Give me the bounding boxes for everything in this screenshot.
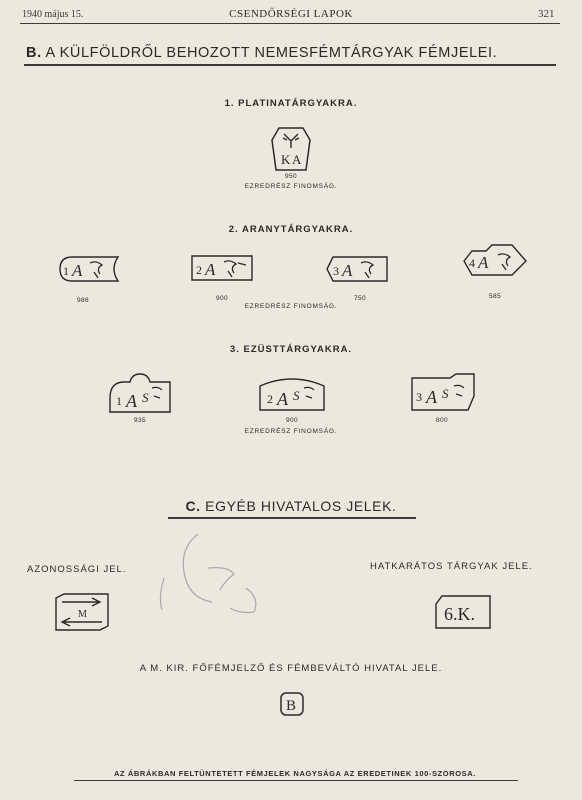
identity-stamp	[54, 592, 110, 632]
footer-note: AZ ÁBRÁKBAN FELTÜNTETETT FÉMJELEK NAGYSÁGA AZ EREDETINEK 100-SZOROSA.	[114, 769, 476, 778]
gold-1-fineness: 986	[77, 297, 90, 304]
silver-3-digit: 3	[416, 390, 422, 404]
office-mark-label: A M. KIR. FŐFÉMJELZŐ ÉS FÉMBEVÁLTÓ HIVATAL JELE.	[139, 663, 443, 674]
section-b-letter: B.	[26, 45, 42, 61]
gold-unit: EZREDRÉSZ FINOMSÁG.	[244, 303, 338, 310]
silver-1-letter: A	[126, 391, 137, 411]
gold-1-letter: A	[72, 261, 83, 280]
gold-hallmark-1	[58, 254, 120, 284]
silver-hallmark-2	[258, 372, 326, 412]
silver-1-digit: 1	[116, 394, 122, 408]
gold-heading: 2. ARANYTÁRGYAKRA.	[228, 224, 354, 235]
gold-2-digit: 2	[196, 263, 202, 277]
gold-4-digit: 4	[469, 256, 475, 270]
silver-3-letter: A	[426, 387, 437, 407]
silver-3-fineness: 800	[436, 417, 449, 424]
gold-hallmark-3	[325, 254, 389, 284]
platinum-hallmark-stamp	[270, 126, 312, 172]
gold-3-digit: 3	[333, 264, 339, 278]
office-stamp-letter: B	[286, 698, 297, 714]
header-date: 1940 május 15.	[22, 9, 84, 20]
silver-2-suffix: S	[293, 388, 300, 403]
silver-2-fineness: 900	[286, 417, 299, 424]
silver-2-digit: 2	[267, 392, 273, 406]
gold-2-fineness: 900	[216, 295, 229, 302]
gold-2-letter: A	[205, 260, 216, 279]
gold-1-digit: 1	[63, 264, 69, 278]
platinum-fineness: 950	[284, 173, 298, 180]
section-c-underline	[168, 517, 416, 519]
silver-unit: EZREDRÉSZ FINOMSÁG.	[244, 428, 338, 435]
silver-heading: 3. EZÜSTTÁRGYAKRA.	[229, 344, 353, 355]
section-b-title	[26, 45, 497, 61]
pencil-scribble	[150, 528, 270, 618]
office-stamp	[279, 691, 305, 717]
platinum-stamp-k: K	[281, 152, 291, 167]
gold-hallmark-4	[462, 243, 528, 279]
header-rule	[20, 23, 560, 24]
section-c-title	[185, 498, 396, 514]
silver-3-suffix: S	[442, 386, 449, 401]
silver-1-fineness: 935	[134, 417, 147, 424]
footer-underline	[74, 780, 518, 781]
section-b-title-text: A KÜLFÖLDRŐL BEHOZOTT NEMESFÉMTÁRGYAK FÉMJELEI.	[45, 45, 498, 61]
inferior-stamp-text: 6.K.	[444, 604, 475, 624]
section-c-title-text: EGYÉB HIVATALOS JELEK.	[205, 498, 397, 514]
gold-3-letter: A	[342, 261, 353, 280]
silver-hallmark-1	[108, 372, 174, 414]
inferior-stamp	[434, 594, 492, 630]
gold-hallmark-2	[190, 253, 254, 283]
platinum-unit: EZREDRÉSZ FINOMSÁG.	[244, 183, 338, 190]
identity-mark-label: AZONOSSÁGI JEL.	[27, 564, 127, 575]
gold-3-fineness: 750	[354, 295, 367, 302]
identity-stamp-letter: M	[78, 609, 87, 620]
platinum-heading: 1. PLATINATÁRGYAKRA.	[224, 98, 358, 109]
gold-4-letter: A	[478, 253, 489, 272]
silver-hallmark-3	[410, 372, 476, 412]
section-b-underline	[24, 64, 556, 66]
journal-title: CSENDŐRSÉGI LAPOK	[229, 8, 353, 20]
section-c-letter: C.	[185, 498, 201, 514]
silver-2-letter: A	[277, 389, 288, 409]
inferior-mark-label: HATKARÁTOS TÁRGYAK JELE.	[370, 561, 533, 572]
gold-4-fineness: 585	[489, 293, 502, 300]
silver-1-suffix: S	[142, 390, 149, 405]
page-number: 321	[538, 8, 555, 20]
platinum-stamp-a: A	[292, 152, 302, 167]
